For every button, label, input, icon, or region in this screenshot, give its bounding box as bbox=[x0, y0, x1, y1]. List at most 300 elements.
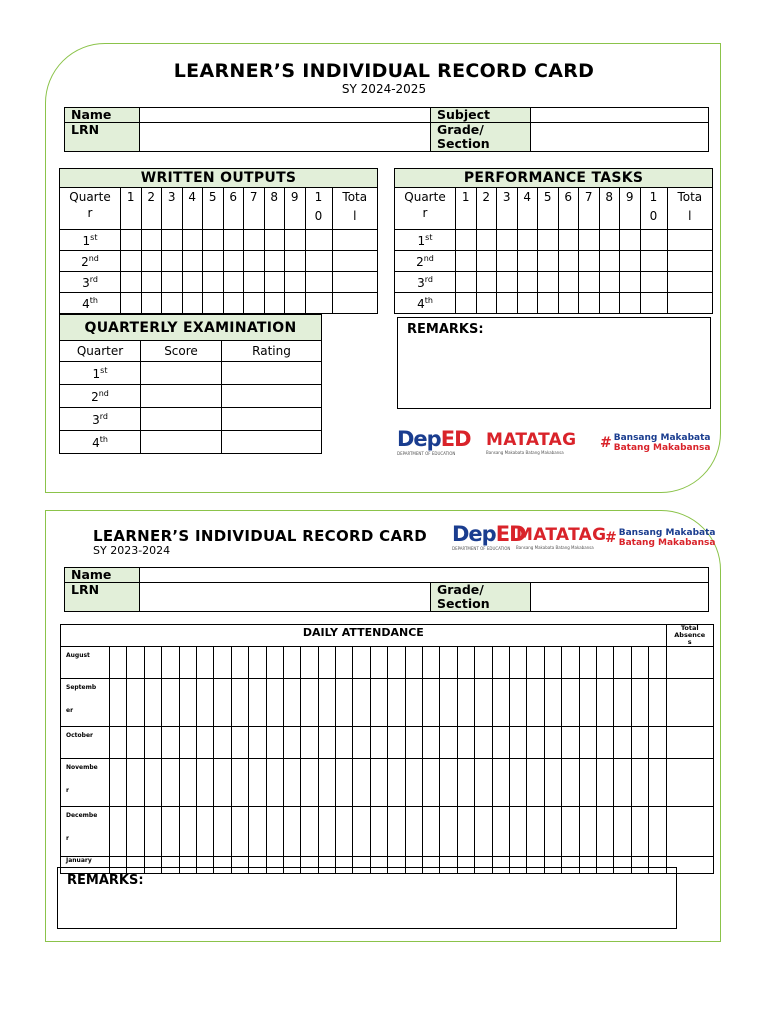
attendance-day-cell[interactable] bbox=[562, 807, 579, 857]
score-cell[interactable] bbox=[182, 251, 203, 272]
attendance-day-cell[interactable] bbox=[562, 759, 579, 807]
attendance-day-cell[interactable] bbox=[579, 727, 596, 759]
score-cell[interactable] bbox=[244, 293, 265, 314]
attendance-day-cell[interactable] bbox=[214, 647, 231, 679]
attendance-day-cell[interactable] bbox=[336, 647, 353, 679]
score-cell[interactable] bbox=[305, 272, 332, 293]
attendance-day-cell[interactable] bbox=[231, 727, 248, 759]
lrn-label: LRN bbox=[65, 583, 140, 612]
attendance-day-cell[interactable] bbox=[596, 807, 613, 857]
attendance-day-cell[interactable] bbox=[353, 679, 370, 727]
attendance-day-cell[interactable] bbox=[162, 807, 179, 857]
attendance-day-cell[interactable] bbox=[196, 679, 213, 727]
col-4-header: 4 bbox=[517, 188, 538, 230]
score-cell[interactable] bbox=[203, 272, 224, 293]
attendance-day-cell[interactable] bbox=[579, 759, 596, 807]
score-cell[interactable] bbox=[497, 251, 518, 272]
attendance-day-cell[interactable] bbox=[127, 679, 144, 727]
attendance-day-cell[interactable] bbox=[196, 807, 213, 857]
attendance-day-cell[interactable] bbox=[649, 679, 667, 727]
score-cell[interactable] bbox=[599, 230, 620, 251]
attendance-day-cell[interactable] bbox=[266, 647, 283, 679]
attendance-day-cell[interactable] bbox=[649, 727, 667, 759]
subject-field[interactable] bbox=[531, 108, 709, 123]
attendance-day-cell[interactable] bbox=[544, 647, 561, 679]
attendance-day-cell[interactable] bbox=[370, 727, 387, 759]
attendance-day-cell[interactable] bbox=[283, 807, 300, 857]
attendance-day-cell[interactable] bbox=[475, 759, 492, 807]
attendance-day-cell[interactable] bbox=[649, 807, 667, 857]
attendance-day-cell[interactable] bbox=[544, 727, 561, 759]
attendance-day-cell[interactable] bbox=[370, 679, 387, 727]
attendance-day-cell[interactable] bbox=[614, 647, 631, 679]
score-cell[interactable] bbox=[497, 272, 518, 293]
attendance-day-cell[interactable] bbox=[110, 679, 127, 727]
score-cell[interactable] bbox=[203, 230, 224, 251]
attendance-day-cell[interactable] bbox=[144, 647, 161, 679]
deped-logo: DepED DEPARTMENT OF EDUCATION bbox=[452, 522, 526, 551]
total-absences-cell[interactable] bbox=[666, 759, 713, 807]
attendance-day-cell[interactable] bbox=[457, 679, 474, 727]
score-cell[interactable] bbox=[517, 272, 538, 293]
attendance-day-cell[interactable] bbox=[631, 807, 648, 857]
grade-section-field[interactable] bbox=[531, 123, 709, 152]
card2-title: LEARNER’S INDIVIDUAL RECORD CARD bbox=[93, 527, 427, 545]
attendance-day-cell[interactable] bbox=[370, 647, 387, 679]
attendance-day-cell[interactable] bbox=[110, 727, 127, 759]
score-cell[interactable] bbox=[285, 230, 306, 251]
attendance-day-cell[interactable] bbox=[388, 807, 405, 857]
attendance-day-cell[interactable] bbox=[179, 807, 196, 857]
col-9-header: 9 bbox=[285, 188, 306, 230]
attendance-day-cell[interactable] bbox=[318, 807, 335, 857]
attendance-day-cell[interactable] bbox=[110, 759, 127, 807]
attendance-day-cell[interactable] bbox=[614, 727, 631, 759]
attendance-day-cell[interactable] bbox=[440, 727, 457, 759]
grade-section-label bbox=[431, 583, 531, 612]
daily-attendance-title: DAILY ATTENDANCE bbox=[61, 625, 667, 647]
attendance-day-cell[interactable] bbox=[231, 807, 248, 857]
attendance-day-cell[interactable] bbox=[353, 759, 370, 807]
attendance-day-cell[interactable] bbox=[544, 759, 561, 807]
score-cell[interactable] bbox=[599, 251, 620, 272]
matatag-logo: MATATAG Bansang Makabata Batang Makabansa bbox=[516, 525, 607, 550]
score-cell[interactable] bbox=[285, 293, 306, 314]
attendance-day-cell[interactable] bbox=[562, 647, 579, 679]
attendance-day-cell[interactable] bbox=[527, 759, 544, 807]
attendance-day-cell[interactable] bbox=[336, 727, 353, 759]
score-cell[interactable] bbox=[640, 272, 667, 293]
score-cell[interactable] bbox=[640, 251, 667, 272]
attendance-day-cell[interactable] bbox=[509, 727, 526, 759]
score-cell[interactable] bbox=[244, 272, 265, 293]
score-cell[interactable] bbox=[305, 230, 332, 251]
attendance-day-cell[interactable] bbox=[579, 807, 596, 857]
quarter-header: Quarter bbox=[60, 341, 141, 362]
attendance-day-cell[interactable] bbox=[162, 647, 179, 679]
attendance-day-cell[interactable] bbox=[336, 679, 353, 727]
attendance-day-cell[interactable] bbox=[457, 759, 474, 807]
attendance-day-cell[interactable] bbox=[196, 727, 213, 759]
attendance-day-cell[interactable] bbox=[249, 759, 266, 807]
score-cell[interactable] bbox=[285, 251, 306, 272]
attendance-day-cell[interactable] bbox=[127, 727, 144, 759]
deped-logo: DepED DEPARTMENT OF EDUCATION bbox=[397, 427, 471, 456]
score-cell[interactable] bbox=[517, 293, 538, 314]
rating-cell[interactable] bbox=[222, 385, 322, 408]
attendance-day-cell[interactable] bbox=[405, 807, 422, 857]
score-cell[interactable] bbox=[121, 230, 142, 251]
attendance-day-cell[interactable] bbox=[301, 759, 318, 807]
quarter-row-label: 2nd bbox=[60, 385, 141, 408]
attendance-day-cell[interactable] bbox=[457, 727, 474, 759]
score-cell[interactable] bbox=[517, 251, 538, 272]
attendance-day-cell[interactable] bbox=[440, 759, 457, 807]
score-cell[interactable] bbox=[264, 272, 285, 293]
attendance-day-cell[interactable] bbox=[283, 679, 300, 727]
score-cell[interactable] bbox=[182, 293, 203, 314]
score-cell[interactable] bbox=[558, 251, 579, 272]
score-cell[interactable] bbox=[141, 362, 222, 385]
card1-remarks-box[interactable] bbox=[397, 317, 711, 409]
name-field[interactable] bbox=[140, 568, 709, 583]
attendance-day-cell[interactable] bbox=[283, 647, 300, 679]
attendance-day-cell[interactable] bbox=[231, 679, 248, 727]
score-cell[interactable] bbox=[121, 293, 142, 314]
score-cell[interactable] bbox=[538, 272, 559, 293]
lrn-field[interactable] bbox=[140, 123, 431, 152]
attendance-day-cell[interactable] bbox=[179, 759, 196, 807]
rating-cell[interactable] bbox=[222, 408, 322, 431]
attendance-day-cell[interactable] bbox=[249, 807, 266, 857]
attendance-day-cell[interactable] bbox=[527, 679, 544, 727]
attendance-day-cell[interactable] bbox=[649, 647, 667, 679]
attendance-day-cell[interactable] bbox=[214, 679, 231, 727]
attendance-day-cell[interactable] bbox=[144, 759, 161, 807]
col-5-header: 5 bbox=[538, 188, 559, 230]
attendance-day-cell[interactable] bbox=[214, 807, 231, 857]
score-cell[interactable] bbox=[558, 230, 579, 251]
attendance-day-cell[interactable] bbox=[388, 759, 405, 807]
attendance-day-cell[interactable] bbox=[127, 759, 144, 807]
score-cell[interactable] bbox=[332, 293, 378, 314]
total-header: Tota l bbox=[332, 188, 378, 230]
attendance-day-cell[interactable] bbox=[179, 679, 196, 727]
total-absences-header: Total Absence s bbox=[666, 625, 713, 647]
attendance-day-cell[interactable] bbox=[336, 807, 353, 857]
rating-cell[interactable] bbox=[222, 362, 322, 385]
attendance-day-cell[interactable] bbox=[475, 647, 492, 679]
score-cell[interactable] bbox=[223, 230, 244, 251]
attendance-day-cell[interactable] bbox=[266, 727, 283, 759]
score-cell[interactable] bbox=[264, 251, 285, 272]
col-8-header: 8 bbox=[264, 188, 285, 230]
score-cell[interactable] bbox=[620, 251, 641, 272]
score-cell[interactable] bbox=[667, 272, 713, 293]
score-cell[interactable] bbox=[223, 272, 244, 293]
score-cell[interactable] bbox=[538, 230, 559, 251]
score-cell[interactable] bbox=[620, 272, 641, 293]
performance-tasks-title: PERFORMANCE TASKS bbox=[395, 169, 713, 188]
score-cell[interactable] bbox=[456, 230, 477, 251]
score-cell[interactable] bbox=[332, 230, 378, 251]
score-cell[interactable] bbox=[599, 272, 620, 293]
score-cell[interactable] bbox=[579, 293, 600, 314]
score-cell[interactable] bbox=[538, 251, 559, 272]
attendance-day-cell[interactable] bbox=[423, 647, 440, 679]
score-cell[interactable] bbox=[162, 272, 183, 293]
score-cell[interactable] bbox=[667, 230, 713, 251]
attendance-day-cell[interactable] bbox=[544, 807, 561, 857]
attendance-day-cell[interactable] bbox=[509, 759, 526, 807]
attendance-day-cell[interactable] bbox=[475, 807, 492, 857]
attendance-day-cell[interactable] bbox=[249, 647, 266, 679]
rating-header: Rating bbox=[222, 341, 322, 362]
attendance-day-cell[interactable] bbox=[631, 727, 648, 759]
attendance-day-cell[interactable] bbox=[283, 727, 300, 759]
attendance-day-cell[interactable] bbox=[423, 807, 440, 857]
score-cell[interactable] bbox=[579, 230, 600, 251]
score-cell[interactable] bbox=[141, 293, 162, 314]
score-cell[interactable] bbox=[141, 230, 162, 251]
attendance-day-cell[interactable] bbox=[631, 679, 648, 727]
score-cell[interactable] bbox=[667, 251, 713, 272]
attendance-day-cell[interactable] bbox=[231, 647, 248, 679]
score-cell[interactable] bbox=[497, 293, 518, 314]
score-cell[interactable] bbox=[244, 230, 265, 251]
attendance-day-cell[interactable] bbox=[127, 807, 144, 857]
attendance-day-cell[interactable] bbox=[614, 759, 631, 807]
score-cell[interactable] bbox=[640, 293, 667, 314]
attendance-day-cell[interactable] bbox=[423, 759, 440, 807]
attendance-day-cell[interactable] bbox=[405, 759, 422, 807]
score-cell[interactable] bbox=[244, 251, 265, 272]
total-absences-cell[interactable] bbox=[666, 727, 713, 759]
attendance-day-cell[interactable] bbox=[301, 727, 318, 759]
score-cell[interactable] bbox=[305, 251, 332, 272]
attendance-day-cell[interactable] bbox=[457, 647, 474, 679]
attendance-day-cell[interactable] bbox=[544, 679, 561, 727]
score-cell[interactable] bbox=[558, 272, 579, 293]
score-cell[interactable] bbox=[517, 230, 538, 251]
score-cell[interactable] bbox=[141, 385, 222, 408]
attendance-day-cell[interactable] bbox=[440, 807, 457, 857]
attendance-day-cell[interactable] bbox=[144, 807, 161, 857]
attendance-day-cell[interactable] bbox=[144, 679, 161, 727]
score-cell[interactable] bbox=[476, 251, 497, 272]
attendance-day-cell[interactable] bbox=[596, 679, 613, 727]
attendance-day-cell[interactable] bbox=[318, 647, 335, 679]
attendance-day-cell[interactable] bbox=[405, 727, 422, 759]
score-cell[interactable] bbox=[579, 272, 600, 293]
score-cell[interactable] bbox=[332, 251, 378, 272]
attendance-day-cell[interactable] bbox=[405, 647, 422, 679]
attendance-day-cell[interactable] bbox=[249, 679, 266, 727]
attendance-day-cell[interactable] bbox=[388, 727, 405, 759]
score-cell[interactable] bbox=[456, 272, 477, 293]
attendance-day-cell[interactable] bbox=[110, 807, 127, 857]
attendance-day-cell[interactable] bbox=[388, 679, 405, 727]
score-cell[interactable] bbox=[640, 230, 667, 251]
attendance-day-cell[interactable] bbox=[127, 647, 144, 679]
attendance-day-cell[interactable] bbox=[579, 647, 596, 679]
attendance-day-cell[interactable] bbox=[144, 727, 161, 759]
score-cell[interactable] bbox=[620, 230, 641, 251]
col-3-header: 3 bbox=[497, 188, 518, 230]
month-label: August bbox=[61, 647, 110, 679]
attendance-day-cell[interactable] bbox=[196, 759, 213, 807]
rating-cell[interactable] bbox=[222, 431, 322, 454]
score-cell[interactable] bbox=[456, 293, 477, 314]
attendance-day-cell[interactable] bbox=[492, 647, 509, 679]
attendance-day-cell[interactable] bbox=[596, 647, 613, 679]
attendance-day-cell[interactable] bbox=[492, 759, 509, 807]
score-cell[interactable] bbox=[141, 251, 162, 272]
attendance-day-cell[interactable] bbox=[631, 647, 648, 679]
score-cell[interactable] bbox=[203, 251, 224, 272]
score-cell[interactable] bbox=[203, 293, 224, 314]
attendance-day-cell[interactable] bbox=[353, 727, 370, 759]
section-label: Section bbox=[437, 596, 490, 611]
hash-icon: # bbox=[605, 530, 617, 546]
attendance-day-cell[interactable] bbox=[162, 759, 179, 807]
attendance-day-cell[interactable] bbox=[440, 679, 457, 727]
attendance-day-cell[interactable] bbox=[336, 759, 353, 807]
score-cell[interactable] bbox=[332, 272, 378, 293]
attendance-day-cell[interactable] bbox=[527, 727, 544, 759]
score-cell[interactable] bbox=[476, 272, 497, 293]
attendance-day-cell[interactable] bbox=[353, 647, 370, 679]
attendance-day-cell[interactable] bbox=[196, 647, 213, 679]
attendance-day-cell[interactable] bbox=[283, 759, 300, 807]
attendance-day-cell[interactable] bbox=[423, 679, 440, 727]
score-cell[interactable] bbox=[162, 230, 183, 251]
attendance-day-cell[interactable] bbox=[370, 807, 387, 857]
attendance-day-cell[interactable] bbox=[266, 679, 283, 727]
attendance-day-cell[interactable] bbox=[614, 679, 631, 727]
score-cell[interactable] bbox=[285, 272, 306, 293]
month-label: Novembe r bbox=[61, 759, 110, 807]
score-cell[interactable] bbox=[264, 230, 285, 251]
attendance-day-cell[interactable] bbox=[318, 759, 335, 807]
attendance-day-cell[interactable] bbox=[353, 807, 370, 857]
score-cell[interactable] bbox=[141, 272, 162, 293]
lrn-label: LRN bbox=[65, 123, 140, 152]
attendance-day-cell[interactable] bbox=[562, 727, 579, 759]
grade-section-field[interactable] bbox=[531, 583, 709, 612]
attendance-day-cell[interactable] bbox=[509, 647, 526, 679]
attendance-day-cell[interactable] bbox=[266, 759, 283, 807]
attendance-day-cell[interactable] bbox=[457, 807, 474, 857]
attendance-day-cell[interactable] bbox=[370, 759, 387, 807]
score-cell[interactable] bbox=[456, 251, 477, 272]
score-header: Score bbox=[141, 341, 222, 362]
score-cell[interactable] bbox=[558, 293, 579, 314]
attendance-day-cell[interactable] bbox=[492, 727, 509, 759]
col-7-header: 7 bbox=[244, 188, 265, 230]
score-cell[interactable] bbox=[223, 251, 244, 272]
attendance-day-cell[interactable] bbox=[388, 647, 405, 679]
attendance-day-cell[interactable] bbox=[579, 679, 596, 727]
attendance-day-cell[interactable] bbox=[649, 759, 667, 807]
total-absences-cell[interactable] bbox=[666, 647, 713, 679]
score-cell[interactable] bbox=[121, 251, 142, 272]
attendance-day-cell[interactable] bbox=[440, 647, 457, 679]
name-field[interactable] bbox=[140, 108, 431, 123]
attendance-day-cell[interactable] bbox=[614, 807, 631, 857]
attendance-day-cell[interactable] bbox=[423, 727, 440, 759]
attendance-day-cell[interactable] bbox=[179, 727, 196, 759]
attendance-day-cell[interactable] bbox=[596, 759, 613, 807]
attendance-day-cell[interactable] bbox=[475, 679, 492, 727]
attendance-day-cell[interactable] bbox=[492, 807, 509, 857]
total-absences-cell[interactable] bbox=[666, 807, 713, 857]
attendance-day-cell[interactable] bbox=[301, 679, 318, 727]
attendance-day-cell[interactable] bbox=[475, 727, 492, 759]
attendance-day-cell[interactable] bbox=[405, 679, 422, 727]
total-absences-cell[interactable] bbox=[666, 679, 713, 727]
attendance-day-cell[interactable] bbox=[527, 647, 544, 679]
attendance-day-cell[interactable] bbox=[214, 759, 231, 807]
attendance-day-cell[interactable] bbox=[266, 807, 283, 857]
attendance-day-cell[interactable] bbox=[562, 679, 579, 727]
quarterly-exam-title: QUARTERLY EXAMINATION bbox=[60, 315, 322, 341]
score-cell[interactable] bbox=[667, 293, 713, 314]
attendance-day-cell[interactable] bbox=[110, 647, 127, 679]
score-cell[interactable] bbox=[141, 431, 222, 454]
score-cell[interactable] bbox=[182, 230, 203, 251]
attendance-day-cell[interactable] bbox=[214, 727, 231, 759]
attendance-day-cell[interactable] bbox=[231, 759, 248, 807]
score-cell[interactable] bbox=[497, 230, 518, 251]
attendance-day-cell[interactable] bbox=[492, 679, 509, 727]
score-cell[interactable] bbox=[599, 293, 620, 314]
card2-remarks-box[interactable] bbox=[57, 867, 677, 929]
matatag-logo: MATATAG Bansang Makabata Batang Makabansa bbox=[486, 430, 577, 455]
month-label: January bbox=[61, 857, 110, 874]
attendance-day-cell[interactable] bbox=[249, 727, 266, 759]
score-cell[interactable] bbox=[264, 293, 285, 314]
attendance-day-cell[interactable] bbox=[527, 807, 544, 857]
score-cell[interactable] bbox=[162, 251, 183, 272]
attendance-day-cell[interactable] bbox=[162, 679, 179, 727]
attendance-day-cell[interactable] bbox=[509, 679, 526, 727]
attendance-day-cell[interactable] bbox=[631, 759, 648, 807]
attendance-day-cell[interactable] bbox=[179, 647, 196, 679]
lrn-field[interactable] bbox=[140, 583, 431, 612]
score-cell[interactable] bbox=[620, 293, 641, 314]
score-cell[interactable] bbox=[121, 272, 142, 293]
month-label: Septemb er bbox=[61, 679, 110, 727]
grade-section-label bbox=[431, 123, 531, 152]
attendance-day-cell[interactable] bbox=[509, 807, 526, 857]
score-cell[interactable] bbox=[476, 230, 497, 251]
score-cell[interactable] bbox=[305, 293, 332, 314]
attendance-day-cell[interactable] bbox=[318, 727, 335, 759]
attendance-day-cell[interactable] bbox=[318, 679, 335, 727]
score-cell[interactable] bbox=[538, 293, 559, 314]
score-cell[interactable] bbox=[141, 408, 222, 431]
score-cell[interactable] bbox=[223, 293, 244, 314]
score-cell[interactable] bbox=[476, 293, 497, 314]
score-cell[interactable] bbox=[579, 251, 600, 272]
score-cell[interactable] bbox=[182, 272, 203, 293]
attendance-day-cell[interactable] bbox=[301, 647, 318, 679]
attendance-day-cell[interactable] bbox=[596, 727, 613, 759]
attendance-day-cell[interactable] bbox=[162, 727, 179, 759]
score-cell[interactable] bbox=[162, 293, 183, 314]
attendance-day-cell[interactable] bbox=[301, 807, 318, 857]
